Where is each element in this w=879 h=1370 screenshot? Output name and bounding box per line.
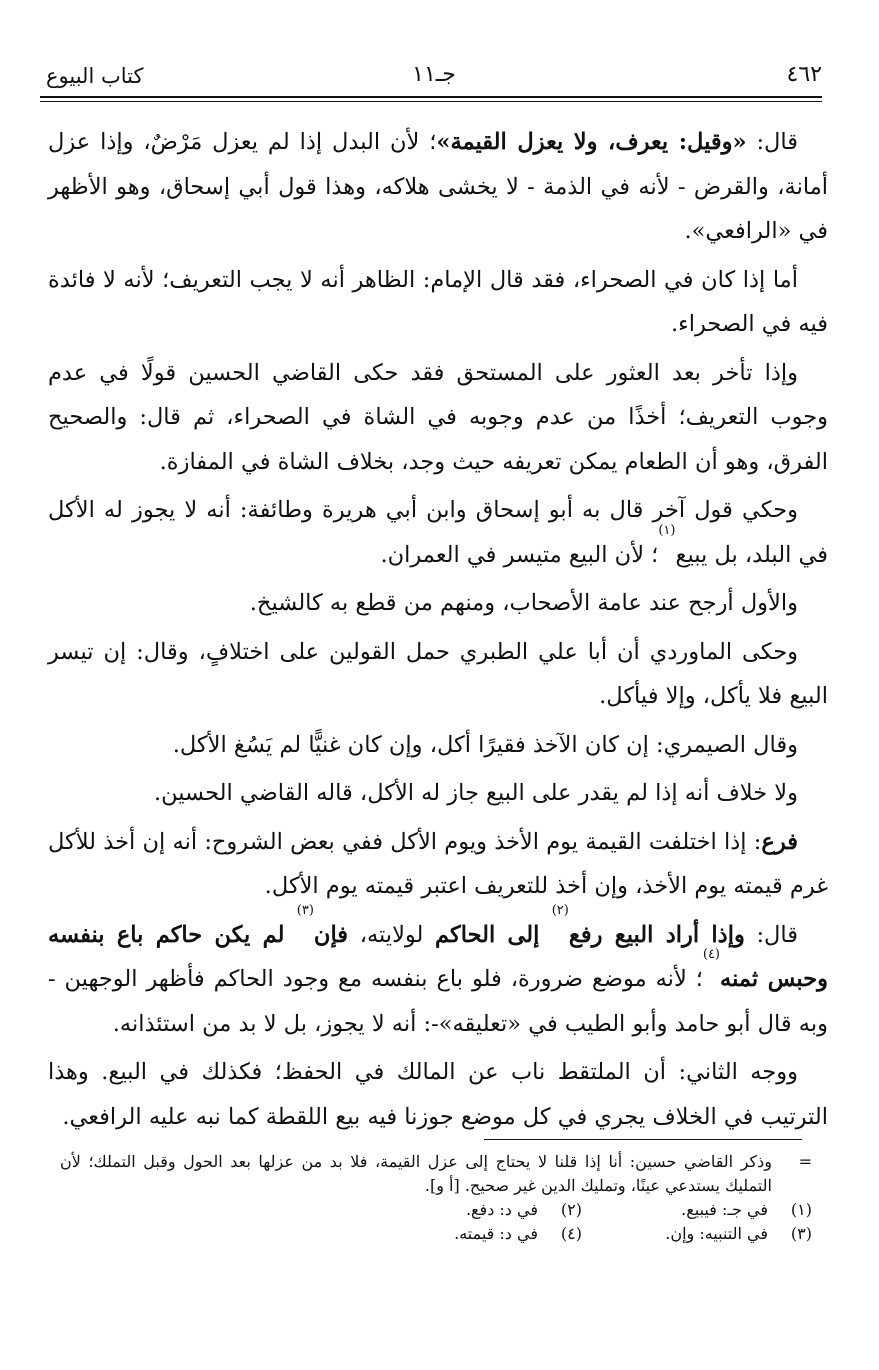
header-rule-thick — [40, 96, 822, 98]
paragraph-10-quote-c: فإن — [313, 921, 349, 948]
paragraph-10-quote-a: وإذا أراد البيع رفع — [568, 921, 745, 948]
footnote-4-text: في د: قيمته. — [454, 1224, 538, 1243]
footnote-continuation — [60, 1150, 812, 1198]
footnote-continuation-text: وذكر القاضي حسين: أنا إذا قلنا لا يحتاج إلى عزل القيمة، فلا بد من عزلها بعد الحول وقبل التملك؛ لأن التمليك يستدعي عينًا، وتمليك الدين غير صحيح. [أ و]. — [60, 1152, 772, 1195]
paragraph-10-quote-d: لم يكن حاكم باع بنفسه وحبس ثمنه — [48, 921, 828, 992]
footnote-ref-2[interactable]: (٢) — [551, 902, 569, 918]
paragraph-5: والأول أرجح عند عامة الأصحاب، ومنهم من قطع به كالشيخ. — [249, 590, 798, 616]
paragraph-1 — [48, 120, 828, 254]
paragraph-1-text: ؛ لأن البدل إذا لم يعزل مَرْضٌ، وإذا عزل أمانة، والقرض - لأنه في الذمة - لا يخشى هلاكه، وهذا قول أبي إسحاق، وهو الأظهر في «الرافعي». — [48, 129, 828, 244]
paragraph-9 — [48, 820, 828, 909]
footnote-separator — [484, 1139, 802, 1140]
paragraph-10 — [48, 902, 828, 1047]
paragraph-8: ولا خلاف أنه إذا لم يقدر على البيع جاز له الأكل، قاله القاضي الحسين. — [153, 780, 798, 806]
footnote-3 — [582, 1222, 812, 1246]
footnote-2-number: (٢) — [560, 1200, 582, 1219]
volume-label: جـ١١ — [412, 62, 456, 87]
paragraph-11: ووجه الثاني: أن الملتقط ناب عن المالك في الحفظ؛ فكذلك في البيع. وهذا الترتيب في الخلاف يجري في كل موضع جوزنا فيه بيع اللقطة كما نبه عليه الرافعي. — [48, 1059, 828, 1130]
running-header — [46, 62, 822, 96]
footnote-2-text: في د: دفع. — [465, 1200, 538, 1219]
paragraph-3: وإذا تأخر بعد العثور على المستحق فقد حكى القاضي الحسين قولًا في عدم وجوب التعريف؛ أخذًا من عدم وجوبه في الشاة في الصحراء، ثم قال: والصحيح الفرق، وهو أن الطعام يمكن تعريفه حيث وجد، بخلاف الشاة في المفازة. — [48, 359, 828, 475]
footnote-3-text: في التنبيه: وإن. — [665, 1224, 768, 1243]
footnote-1-text: في جـ: فيبيع. — [681, 1200, 768, 1219]
paragraph-4-text-b: ؛ لأن البيع متيسر في العمران. — [380, 541, 659, 568]
footnote-ref-1[interactable]: (١) — [658, 522, 676, 538]
footnote-4 — [352, 1222, 582, 1246]
footnote-ref-3[interactable]: (٣) — [296, 902, 314, 918]
footnote-1 — [582, 1198, 812, 1222]
footnotes — [60, 1150, 812, 1246]
paragraph-10-text-a: لولايته، — [348, 921, 436, 948]
footnote-ref-4[interactable]: (٤) — [702, 947, 720, 962]
footnote-3-number: (٣) — [790, 1224, 812, 1243]
footnote-row-1 — [60, 1198, 812, 1222]
main-text — [48, 120, 828, 1143]
paragraph-10-lead: قال: — [744, 921, 799, 948]
paragraph-1-lead: قال: — [746, 129, 798, 155]
paragraph-9-branch-label: فرع — [761, 828, 798, 855]
book-title: كتاب البيوع — [46, 64, 144, 88]
paragraph-1-quote: «وقيل: يعرف، ولا يعزل القيمة» — [436, 129, 747, 155]
footnote-row-2 — [60, 1222, 812, 1246]
header-rule-thin — [40, 101, 822, 102]
paragraph-10-text-b: ؛ لأنه موضع ضرورة، فلو باع بنفسه مع وجود الحاكم فأظهر الوجهين - وبه قال أبو حامد وأبو الطيب في «تعليقه»-: أنه لا يجوز، بل لا بد من استئذانه. — [48, 966, 828, 1037]
continuation-mark: = — [798, 1152, 812, 1171]
footnote-4-number: (٤) — [560, 1224, 582, 1243]
page-number: ٤٦٢ — [786, 62, 822, 87]
footnote-1-number: (١) — [790, 1200, 812, 1219]
footnote-2 — [352, 1198, 582, 1222]
paragraph-4 — [48, 488, 828, 577]
paragraph-9-text: : إذا اختلفت القيمة يوم الأخذ ويوم الأكل ففي بعض الشروح: أنه إن أخذ للأكل غرم قيمته يوم الأخذ، وإن أخذ للتعريف اعتبر قيمته يوم الأكل. — [48, 828, 828, 899]
paragraph-10-quote-b: إلى الحاكم — [435, 921, 552, 948]
paragraph-2: أما إذا كان في الصحراء، فقد قال الإمام: الظاهر أنه لا يجب التعريف؛ لأنه لا فائدة فيه في الصحراء. — [48, 266, 828, 337]
paragraph-6: وحكى الماوردي أن أبا علي الطبري حمل القولين على اختلافٍ، وقال: إن تيسر البيع فلا يأكل، وإلا فيأكل. — [48, 638, 828, 709]
paragraph-4-text-a: وحكي قول آخر قال به أبو إسحاق وابن أبي هريرة وطائفة: أنه لا يجوز له الأكل في البلد، بل يبيع — [48, 497, 828, 568]
paragraph-7: وقال الصيمري: إن كان الآخذ فقيرًا أكل، وإن كان غنيًّا لم يَسُغ الأكل. — [172, 731, 798, 758]
